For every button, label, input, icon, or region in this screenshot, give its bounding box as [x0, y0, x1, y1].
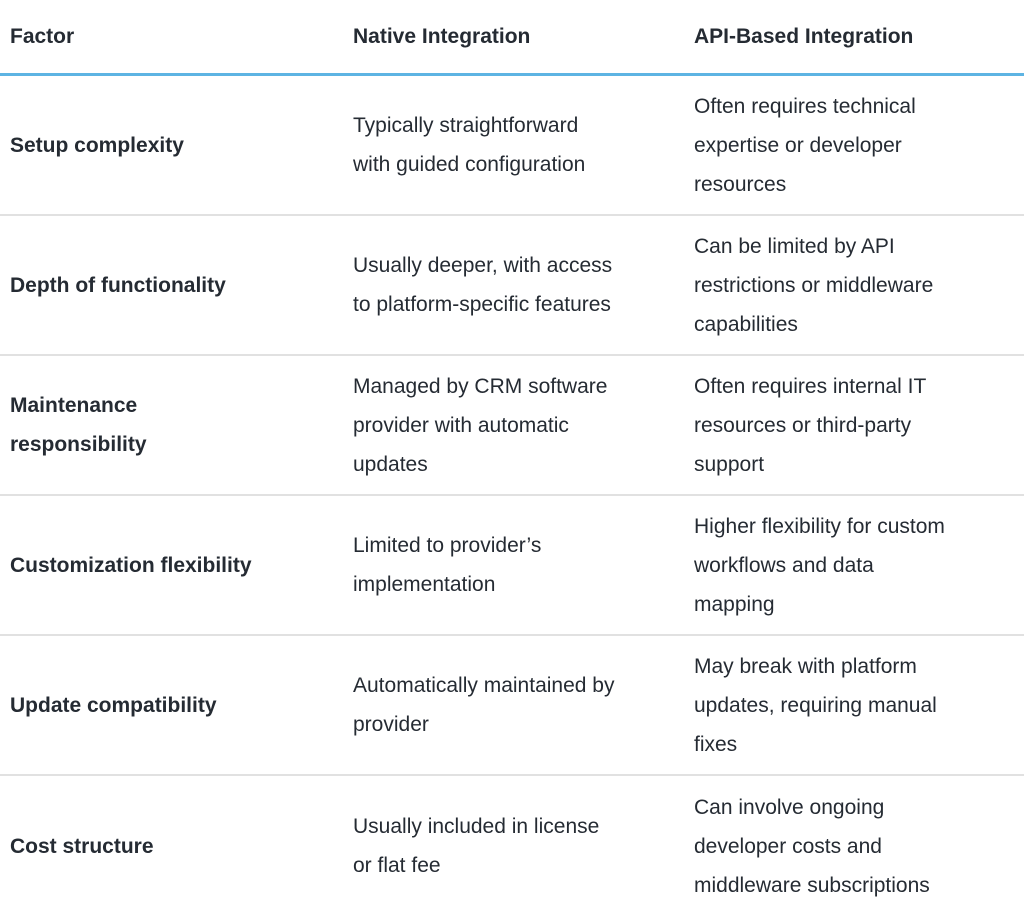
- api-cell: [684, 507, 1024, 624]
- native-cell: [343, 367, 684, 484]
- header-cell-api-integration: [684, 25, 1024, 49]
- factor-cell: [0, 546, 343, 585]
- factor-label: Update compatibility: [10, 693, 217, 717]
- native-value: Limited to provider’s implementation: [353, 534, 542, 596]
- table-row: [0, 636, 1024, 776]
- factor-label: Depth of functionality: [10, 273, 226, 297]
- factor-cell: [0, 386, 343, 464]
- api-value: Often requires internal IT resources or third-party support: [694, 374, 926, 476]
- header-api-label: API-Based Integration: [694, 24, 914, 48]
- native-cell: [343, 526, 684, 604]
- native-cell: [343, 807, 684, 885]
- api-value: May break with platform updates, requiring manual fixes: [694, 654, 937, 756]
- native-value: Managed by CRM software provider with automatic updates: [353, 374, 608, 476]
- factor-cell: [0, 827, 343, 866]
- api-cell: [684, 647, 1024, 764]
- api-value: Can involve ongoing developer costs and middleware subscriptions: [694, 795, 930, 897]
- factor-label: Customization flexibility: [10, 553, 252, 577]
- api-cell: [684, 227, 1024, 344]
- factor-cell: [0, 686, 343, 725]
- api-cell: [684, 788, 1024, 905]
- api-cell: [684, 87, 1024, 204]
- table-header: [0, 0, 1024, 76]
- factor-label: Cost structure: [10, 834, 154, 858]
- native-value: Typically straightforward with guided configuration: [353, 114, 586, 176]
- factor-label: Maintenance responsibility: [10, 394, 147, 456]
- table-row: [0, 216, 1024, 356]
- table-row: [0, 496, 1024, 636]
- header-native-label: Native Integration: [353, 24, 531, 48]
- api-value: Can be limited by API restrictions or middleware capabilities: [694, 234, 934, 336]
- header-factor-label: Factor: [10, 24, 75, 48]
- table-row: [0, 776, 1024, 916]
- native-value: Automatically maintained by provider: [353, 674, 615, 736]
- table-row: [0, 356, 1024, 496]
- factor-cell: [0, 126, 343, 165]
- native-value: Usually deeper, with access to platform-specific features: [353, 254, 613, 316]
- factor-label: Setup complexity: [10, 133, 184, 157]
- factor-cell: [0, 266, 343, 305]
- api-value: Often requires technical expertise or developer resources: [694, 94, 916, 196]
- native-cell: [343, 106, 684, 184]
- header-cell-native-integration: [343, 25, 684, 49]
- header-cell-factor: [0, 25, 343, 49]
- table-row: [0, 76, 1024, 216]
- native-value: Usually included in license or flat fee: [353, 815, 600, 877]
- api-cell: [684, 367, 1024, 484]
- native-cell: [343, 246, 684, 324]
- api-value: Higher flexibility for custom workflows and data mapping: [694, 514, 945, 616]
- native-cell: [343, 666, 684, 744]
